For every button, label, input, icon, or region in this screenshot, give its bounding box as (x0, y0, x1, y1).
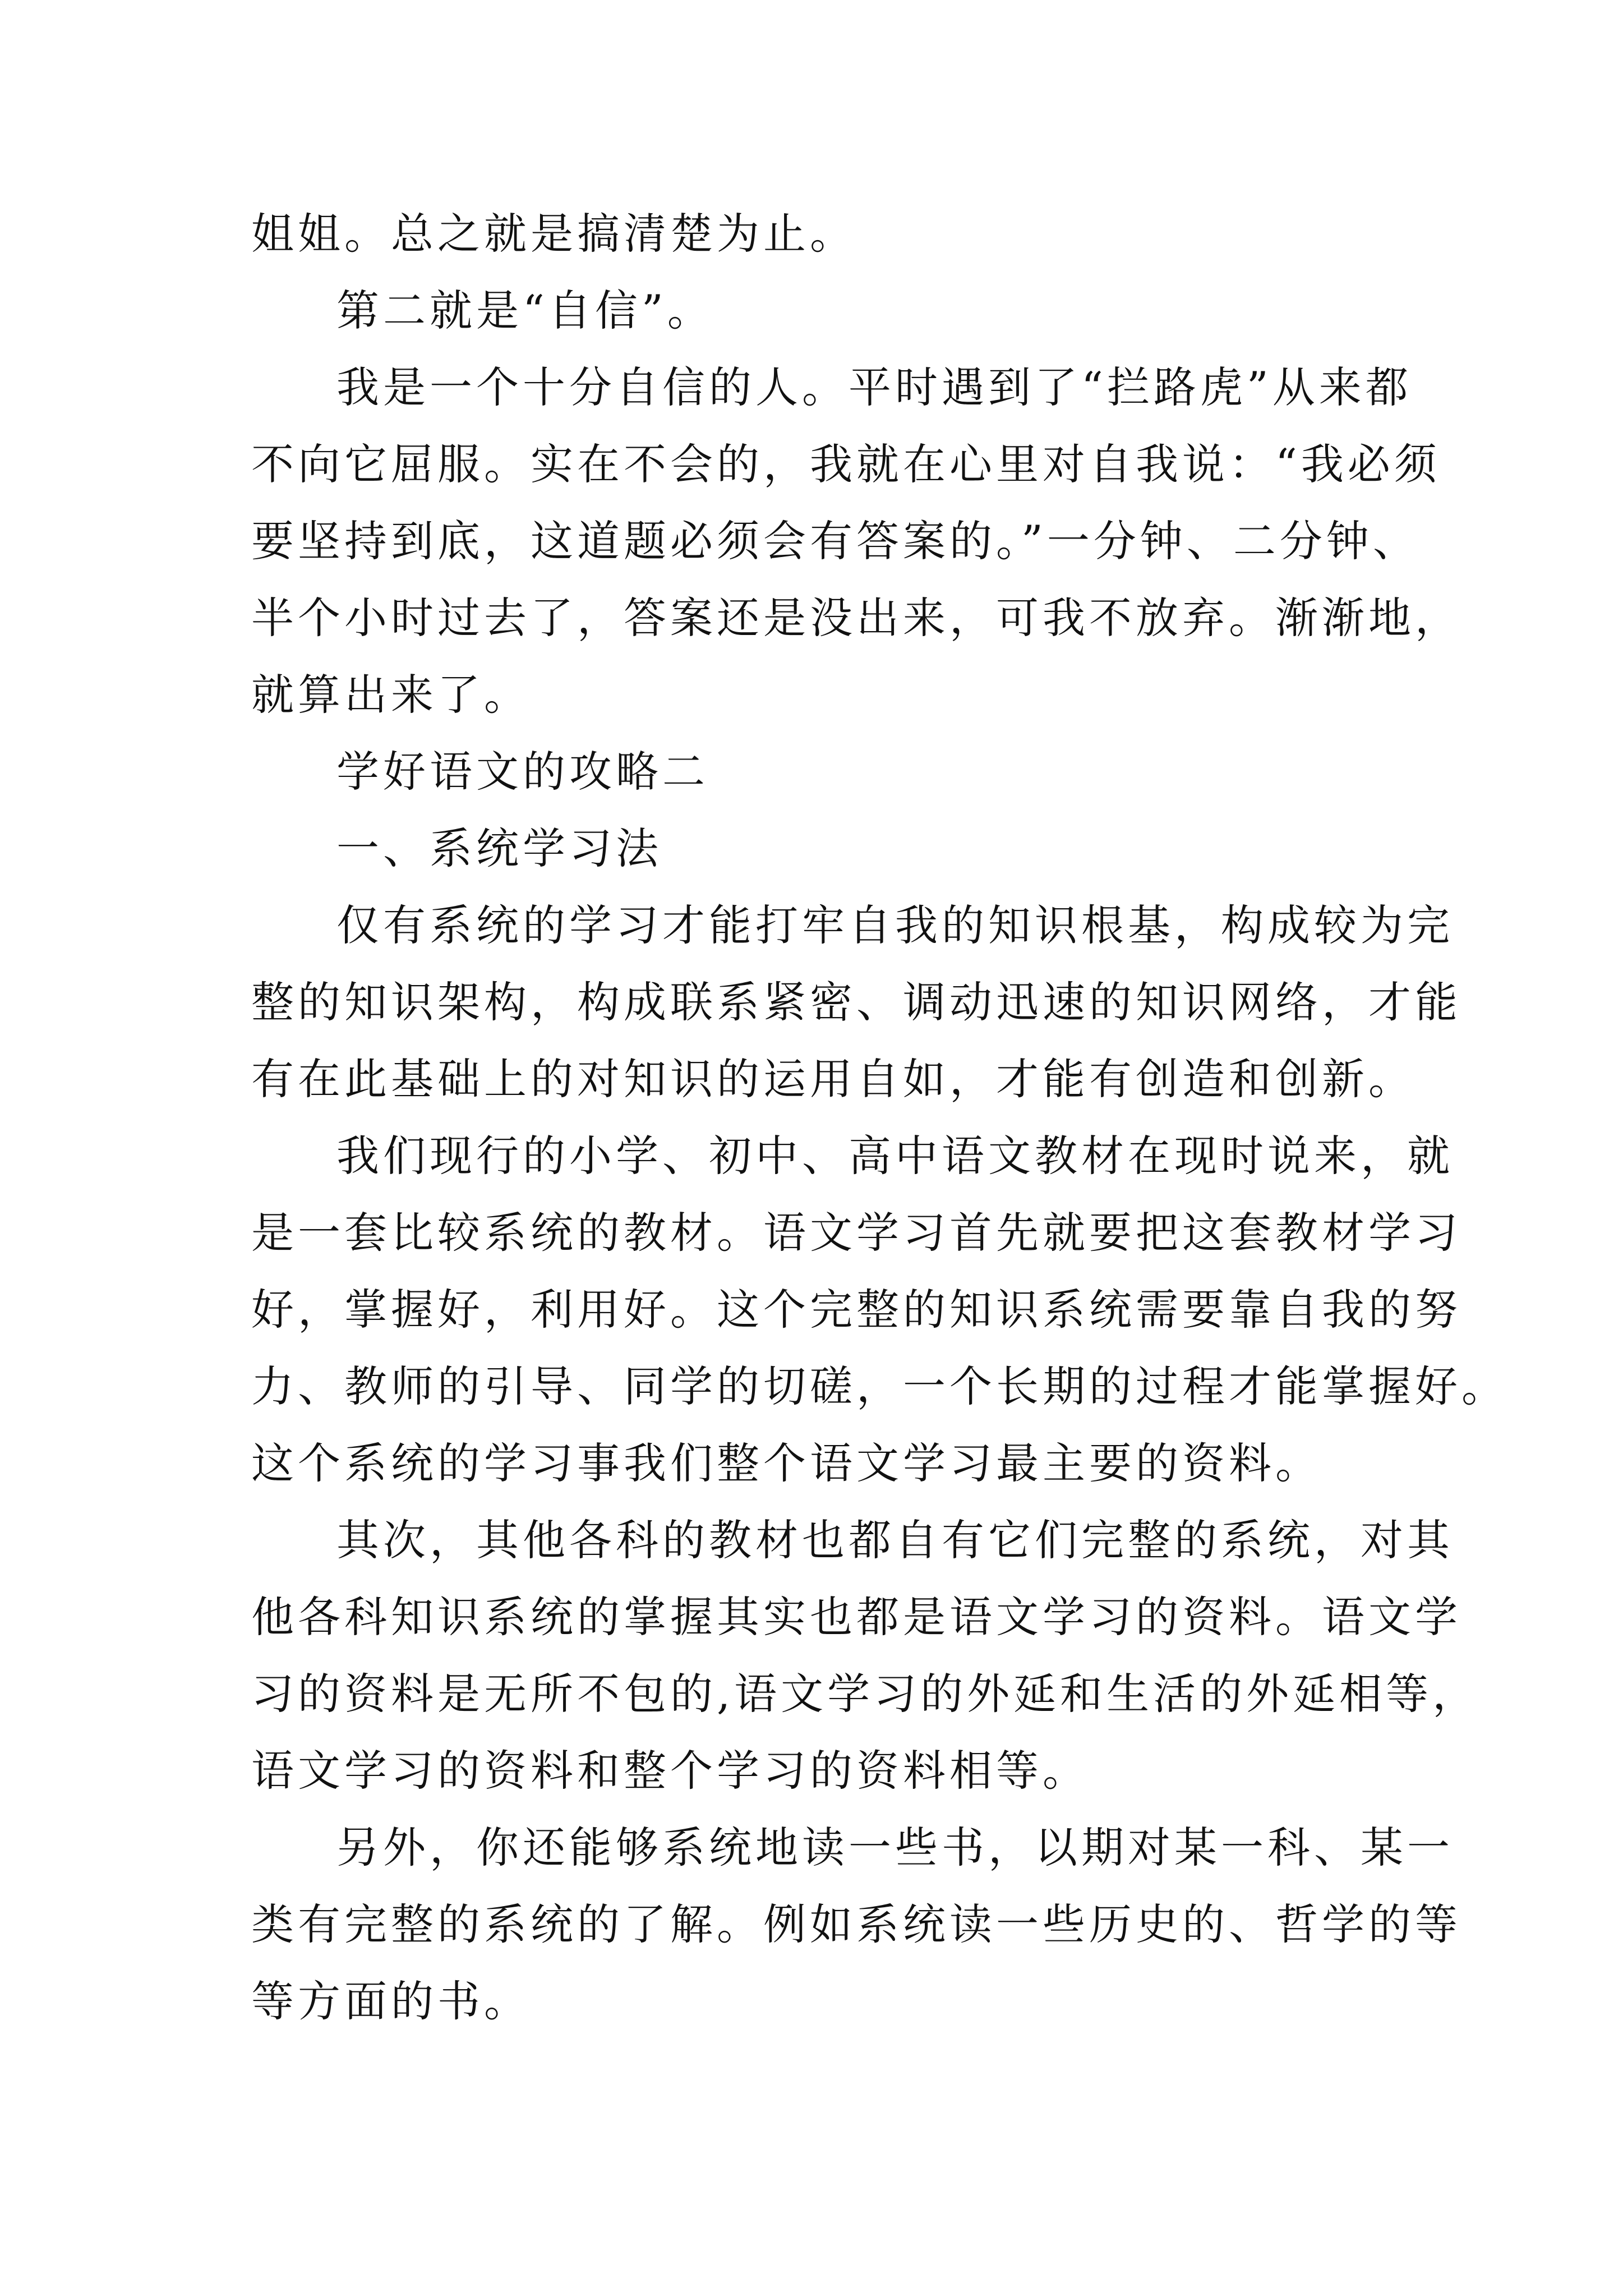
text-line: 半个小时过去了，答案还是没出来，可我不放弃。渐渐地， (251, 593, 1461, 643)
text-line: 另外，你还能够系统地读一些书，以期对某一科、某一 (336, 1823, 1454, 1872)
text-line: 等方面的书。 (251, 1976, 531, 2026)
text-line: 类有完整的系统的了解。例如系统读一些历史的、哲学的等 (251, 1899, 1461, 1949)
text-line: 好，掌握好，利用好。这个完整的知识系统需要靠自我的努 (251, 1285, 1461, 1335)
text-line: 力、教师的引导、同学的切磋，一个长期的过程才能掌握好。 (251, 1361, 1508, 1411)
text-line: 整的知识架构，构成联系紧密、调动迅速的知识网络，才能 (251, 977, 1461, 1027)
text-line: 就算出来了。 (251, 670, 531, 720)
section-heading: 学好语文的攻略二 (336, 747, 709, 797)
text-line: 习的资料是无所不包的,语文学习的外延和生活的外延相等， (251, 1669, 1479, 1719)
text-line: 我是一个十分自信的人。平时遇到了“拦路虎”从来都 (336, 362, 1412, 412)
text-line: 第二就是“自信”。 (336, 286, 714, 335)
subsection-heading: 一、系统学习法 (336, 823, 662, 873)
text-line: 他各科知识系统的掌握其实也都是语文学习的资料。语文学 (251, 1592, 1461, 1642)
text-line: 不向它屈服。实在不会的，我就在心里对自我说：“我必须 (251, 439, 1441, 489)
text-line: 是一套比较系统的教材。语文学习首先就要把这套教材学习 (251, 1208, 1461, 1258)
text-line: 我们现行的小学、初中、高中语文教材在现时说来，就 (336, 1131, 1454, 1181)
text-line: 仅有系统的学习才能打牢自我的知识根基，构成较为完 (336, 900, 1454, 950)
text-line: 有在此基础上的对知识的运用自如，才能有创造和创新。 (251, 1054, 1415, 1104)
text-line: 其次，其他各科的教材也都自有它们完整的系统，对其 (336, 1515, 1454, 1565)
text-line: 要坚持到底，这道题必须会有答案的。”一分钟、二分钟、 (251, 516, 1419, 566)
text-line: 这个系统的学习事我们整个语文学习最主要的资料。 (251, 1438, 1322, 1488)
text-line: 姐姐。总之就是搞清楚为止。 (251, 209, 856, 259)
text-line: 语文学习的资料和整个学习的资料相等。 (251, 1746, 1089, 1796)
